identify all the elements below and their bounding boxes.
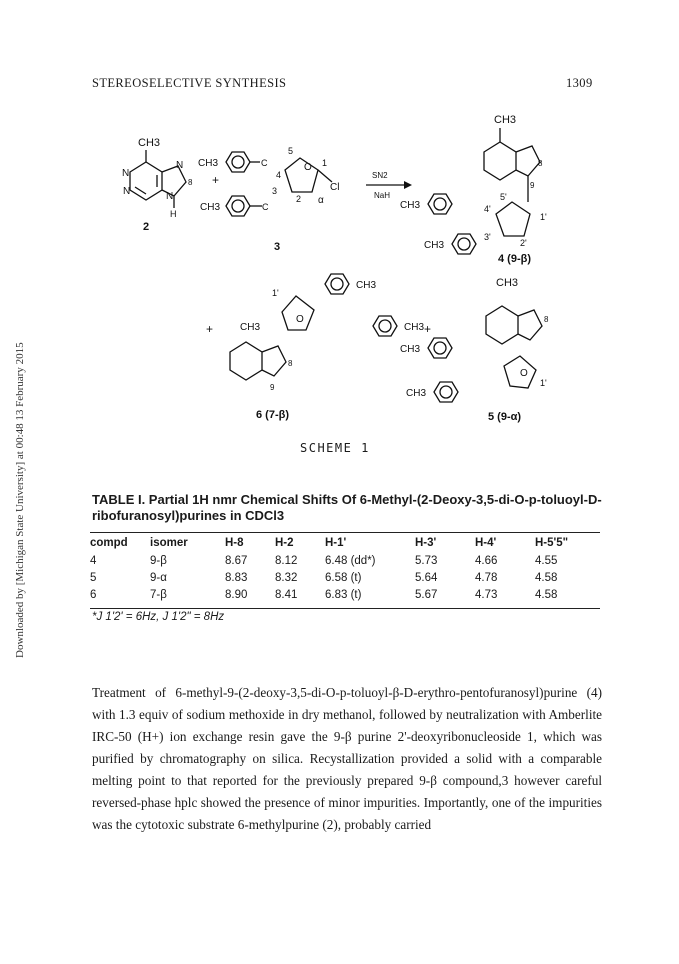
- c4-pos4p: 4': [484, 204, 491, 214]
- c5-toluoyl-methyl-1: CH3: [400, 344, 421, 355]
- c6-ring-oxygen: O: [296, 314, 304, 325]
- table-cell: 6.58 (t): [325, 572, 362, 584]
- table-cell: 8.90: [225, 589, 248, 601]
- table-cell: 5.73: [415, 555, 438, 567]
- pos4-label: 4: [276, 170, 282, 180]
- c6-pos1p: 1': [272, 288, 279, 298]
- table-header-row: [90, 537, 595, 553]
- compound-3-structure: [198, 146, 339, 253]
- c4-pos8: 8: [538, 159, 543, 168]
- table-cell: 4.58: [535, 589, 558, 601]
- column-header: H-2: [275, 537, 294, 549]
- column-header: compd: [90, 537, 128, 549]
- compound-4-methyl: CH3: [494, 114, 517, 126]
- pos5-label: 5: [288, 146, 294, 156]
- table-cell: 6.83 (t): [325, 589, 362, 601]
- chloro-label: Cl: [330, 182, 340, 193]
- table-cell: 4.66: [475, 555, 498, 567]
- c5-pos1p: 1': [540, 378, 547, 388]
- compound-6-label: 6 (7-β): [256, 409, 289, 421]
- toluoyl-methyl-2: CH3: [200, 202, 221, 213]
- download-note: Downloaded by [Michigan State University] at 00:48 13 February 2015: [14, 342, 26, 658]
- compound-2-structure: [122, 137, 193, 233]
- table-cell: 5: [90, 572, 97, 584]
- compound-6-structure: [230, 274, 427, 421]
- table-title: TABLE I. Partial 1H nmr Chemical Shifts Of 6-Methyl-(2-Deoxy-3,5-di-O-p-toluoyl-D-ribofuranosyl)purines in CDCl3: [92, 492, 602, 523]
- reaction-scheme: [0, 90, 679, 470]
- column-header: H-1': [325, 537, 347, 549]
- ester-carbon-2: C: [262, 202, 269, 212]
- ester-carbon-1: C: [261, 158, 268, 168]
- page-number: 1309: [566, 76, 593, 90]
- table-top-rule: [90, 532, 600, 533]
- table-cell: 4: [90, 555, 97, 567]
- compound-3-label: 3: [274, 241, 281, 253]
- c4-toluoyl-methyl-2: CH3: [424, 240, 445, 251]
- c5-ring-oxygen: O: [520, 368, 528, 379]
- body-paragraph: Treatment of 6-methyl-9-(2-deoxy-3,5-di-O-p-toluoyl-β-D-erythro-pentofuranosyl)purine (4) with 1.3 equiv of sodium methoxide in dry methanol, followed by neutralization with Amberlite IRC-50 (H+) ion exchange resin gave the 9-β purine 2'-deoxyribonucleoside 1, which was purified by chromatography on silica. Recystallization provided a solid with a comparable melting point to that reported for the previously prepared 9-β compound,3 however careful reversed-phase hplc showed the presence of minor impurities. Importantly, one of the impurities was the cytotoxic substrate 6-methylpurine (2), probably carried: [92, 685, 602, 832]
- nah-reagent: NaH: [374, 191, 391, 200]
- c6-toluoyl-methyl-2: CH3: [404, 322, 425, 333]
- reaction-arrow: [366, 171, 412, 200]
- c6-toluoyl-methyl-1: CH3: [356, 280, 377, 291]
- plus-sign-3: +: [424, 322, 432, 336]
- c4-pos3p: 3': [484, 232, 491, 242]
- c6-pos9: 9: [270, 383, 275, 392]
- table-cell: 5.64: [415, 572, 438, 584]
- table-row: [90, 587, 595, 604]
- table-row: [90, 553, 595, 570]
- compound-2-methyl: CH3: [138, 137, 161, 149]
- table-cell: 8.41: [275, 589, 298, 601]
- column-header: H-5'5": [535, 537, 569, 549]
- c4-pos5p: 5': [500, 192, 507, 202]
- nmr-shift-table: [90, 537, 595, 604]
- running-title: STEREOSELECTIVE SYNTHESIS: [92, 76, 287, 90]
- table-cell: 8.12: [275, 555, 298, 567]
- column-header: isomer: [150, 537, 188, 549]
- h9-label: H: [170, 209, 177, 219]
- table-cell: 4.58: [535, 572, 558, 584]
- plus-sign-2: +: [206, 322, 214, 336]
- c6-pos8: 8: [288, 359, 293, 368]
- table-cell: 8.83: [225, 572, 248, 584]
- table-cell: 8.32: [275, 572, 298, 584]
- compound-4-structure: [400, 114, 547, 265]
- toluoyl-methyl-1: CH3: [198, 158, 219, 169]
- column-header: H-4': [475, 537, 497, 549]
- alpha-label: α: [318, 195, 324, 206]
- c4-pos9: 9: [530, 181, 535, 190]
- compound-5-label: 5 (9-α): [488, 411, 522, 423]
- c5-toluoyl-methyl-2: CH3: [406, 388, 427, 399]
- sn2-reagent: SN2: [372, 171, 388, 180]
- n9-label: N: [166, 191, 174, 202]
- table-cell: 4.55: [535, 555, 558, 567]
- ring-oxygen-3: O: [304, 162, 312, 173]
- n7-label: N: [176, 160, 184, 171]
- table-cell: 8.67: [225, 555, 248, 567]
- compound-4-label: 4 (9-β): [498, 253, 531, 265]
- c4-pos1p: 1': [540, 212, 547, 222]
- pos1-label: 1: [322, 158, 328, 168]
- pos8-label: 8: [188, 178, 193, 187]
- table-cell: 4.78: [475, 572, 498, 584]
- c4-toluoyl-methyl-1: CH3: [400, 200, 421, 211]
- table-row: [90, 570, 595, 587]
- plus-sign-1: +: [212, 173, 220, 187]
- n1-label: N: [122, 168, 130, 179]
- table-footnote: *J 1'2' = 6Hz, J 1'2" = 8Hz: [92, 611, 225, 623]
- compound-5-structure: [400, 277, 549, 423]
- compound-5-methyl: CH3: [496, 277, 519, 289]
- c5-pos8: 8: [544, 315, 549, 324]
- compound-6-methyl: CH3: [240, 322, 261, 333]
- compound-2-label: 2: [143, 221, 150, 233]
- c4-pos2p: 2': [520, 238, 527, 248]
- table-cell: 5.67: [415, 589, 438, 601]
- column-header: H-3': [415, 537, 437, 549]
- table-cell: 6.48 (dd*): [325, 555, 376, 567]
- pos2-label: 2: [296, 194, 302, 204]
- n3-label: N: [123, 186, 131, 197]
- table-cell: 6: [90, 589, 97, 601]
- table-cell: 7-β: [150, 589, 167, 601]
- table-cell: 4.73: [475, 589, 498, 601]
- pos3-label: 3: [272, 186, 278, 196]
- table-cell: 9-β: [150, 555, 167, 567]
- table-cell: 9-α: [150, 572, 167, 584]
- column-header: H-8: [225, 537, 244, 549]
- scheme-caption: SCHEME 1: [300, 441, 370, 455]
- table-bottom-rule: [90, 608, 600, 609]
